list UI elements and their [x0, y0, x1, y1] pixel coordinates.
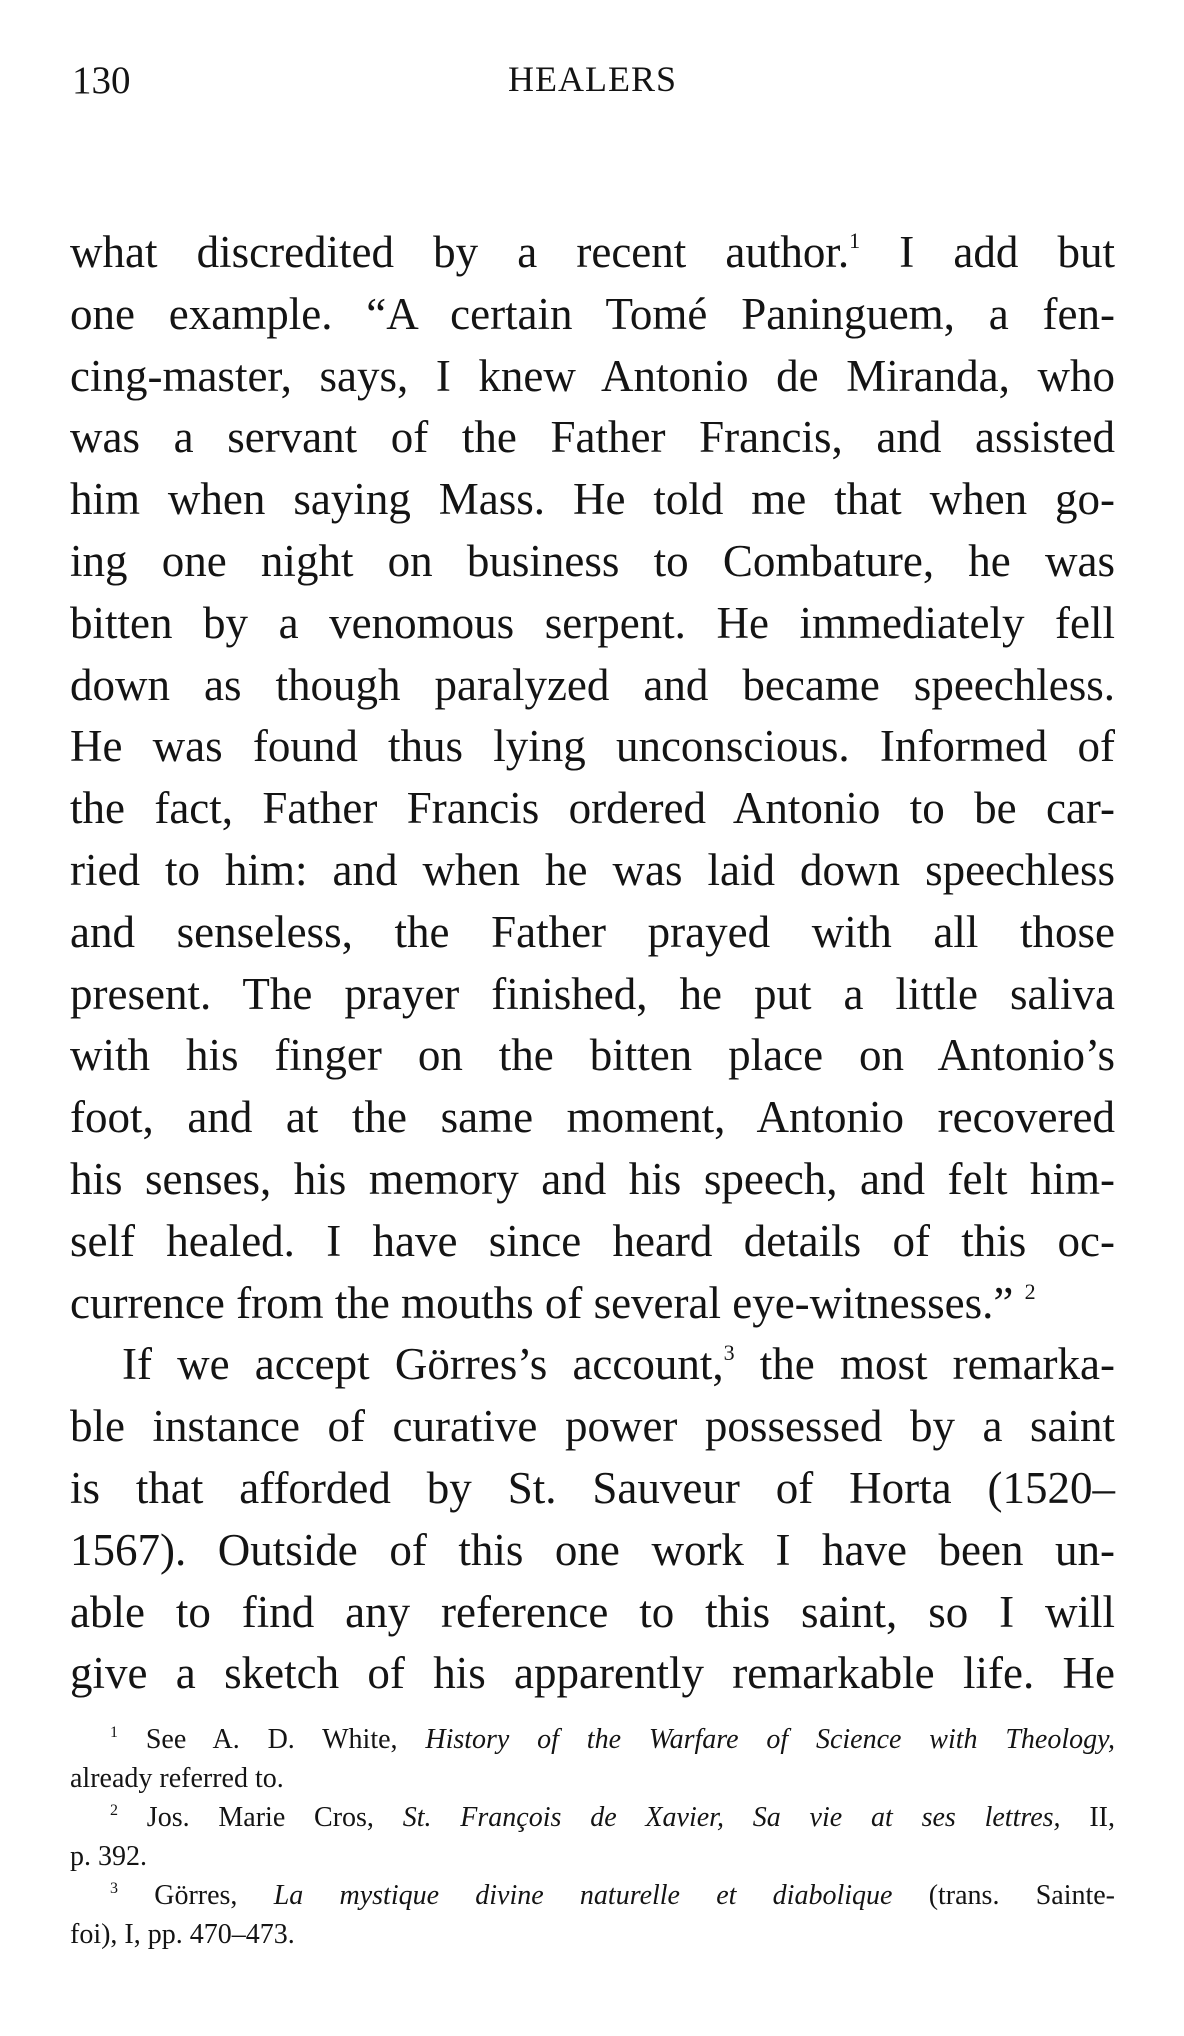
text-line: ried to him: and when he was laid down speechless	[70, 844, 1115, 895]
text-line: and senseless, the Father prayed with all those	[70, 906, 1115, 957]
text-line: foot, and at the same moment, Antonio recovered	[70, 1092, 1115, 1143]
text-line: down as though paralyzed and became speechless.	[70, 659, 1115, 710]
footnote-marker: 2	[1024, 1278, 1036, 1304]
text-line: He was found thus lying unconscious. Informed of	[70, 721, 1115, 772]
text-line: him when saying Mass. He told me that when go-	[70, 474, 1115, 525]
book-page	[70, 58, 1115, 1705]
cited-title: St. François de Xavier, Sa vie at ses lettres,	[402, 1802, 1061, 1833]
text-line: with his finger on the bitten place on Antonio’s	[70, 1030, 1115, 1081]
cited-title: La mystique divine naturelle et diabolique	[273, 1880, 893, 1911]
footnote-marker: 3	[110, 1880, 118, 1897]
text-line: what discredited by a recent author.$^1$ I add but	[70, 227, 1115, 277]
text-line: 1567). Outside of this one work I have been un-	[70, 1524, 1115, 1575]
text-line: bitten by a venomous serpent. He immediately fell	[70, 597, 1115, 648]
cited-title: History of the Warfare of Science with Theology,	[425, 1724, 1115, 1755]
text-line: ing one night on business to Combature, he was	[70, 535, 1115, 586]
text-line: ble instance of curative power possessed by a saint	[70, 1401, 1115, 1452]
footnote-marker: 1	[849, 228, 861, 253]
page-number: 130	[72, 59, 131, 102]
text-line: give a sketch of his apparently remarkable life. He	[70, 1648, 1115, 1699]
footnote-2-continued: p. 392.	[70, 1841, 147, 1872]
footnote-marker: 1	[110, 1724, 118, 1741]
footnote-3: $^3$ Görres, La mystique divine naturelle et diabolique (trans. Sainte-	[110, 1880, 1116, 1911]
footnote-3-continued: foi), I, pp. 470–473.	[70, 1919, 295, 1950]
running-title: HEALERS	[508, 59, 677, 99]
text-line: the fact, Father Francis ordered Antonio to be car-	[70, 783, 1115, 834]
text-line: one example. “A certain Tomé Paninguem, a fen-	[70, 288, 1115, 339]
footnote-marker: 2	[110, 1802, 118, 1819]
footnote-2: $^2$ Jos. Marie Cros, St. François de Xavier, Sa vie at ses lettres, II,	[110, 1802, 1115, 1833]
running-head	[70, 58, 1115, 116]
text-line: able to find any reference to this saint, so I will	[70, 1586, 1115, 1637]
text-line: self healed. I have since heard details of this oc-	[70, 1215, 1115, 1266]
text-line: his senses, his memory and his speech, and felt him-	[70, 1153, 1115, 1204]
footnote-1: $^1$ See A. D. White, History of the Warfare of Science with Theology,	[110, 1724, 1115, 1755]
footnote-marker: 3	[723, 1340, 735, 1366]
text-line: If we accept Görres’s account,$^3$ the most remarka-	[122, 1339, 1116, 1390]
text-line: cing-master, says, I knew Antonio de Miranda, who	[70, 350, 1115, 401]
body-text	[70, 222, 1115, 1705]
text-line: currence from the mouths of several eye-witnesses.” $^2$	[70, 1277, 1036, 1328]
text-line: present. The prayer finished, he put a little saliva	[70, 968, 1115, 1019]
footnotes	[70, 1720, 1115, 1954]
text-line: was a servant of the Father Francis, and assisted	[70, 412, 1115, 463]
footnote-1-continued: already referred to.	[70, 1763, 284, 1794]
text-line: is that afforded by St. Sauveur of Horta (1520–	[70, 1462, 1115, 1513]
